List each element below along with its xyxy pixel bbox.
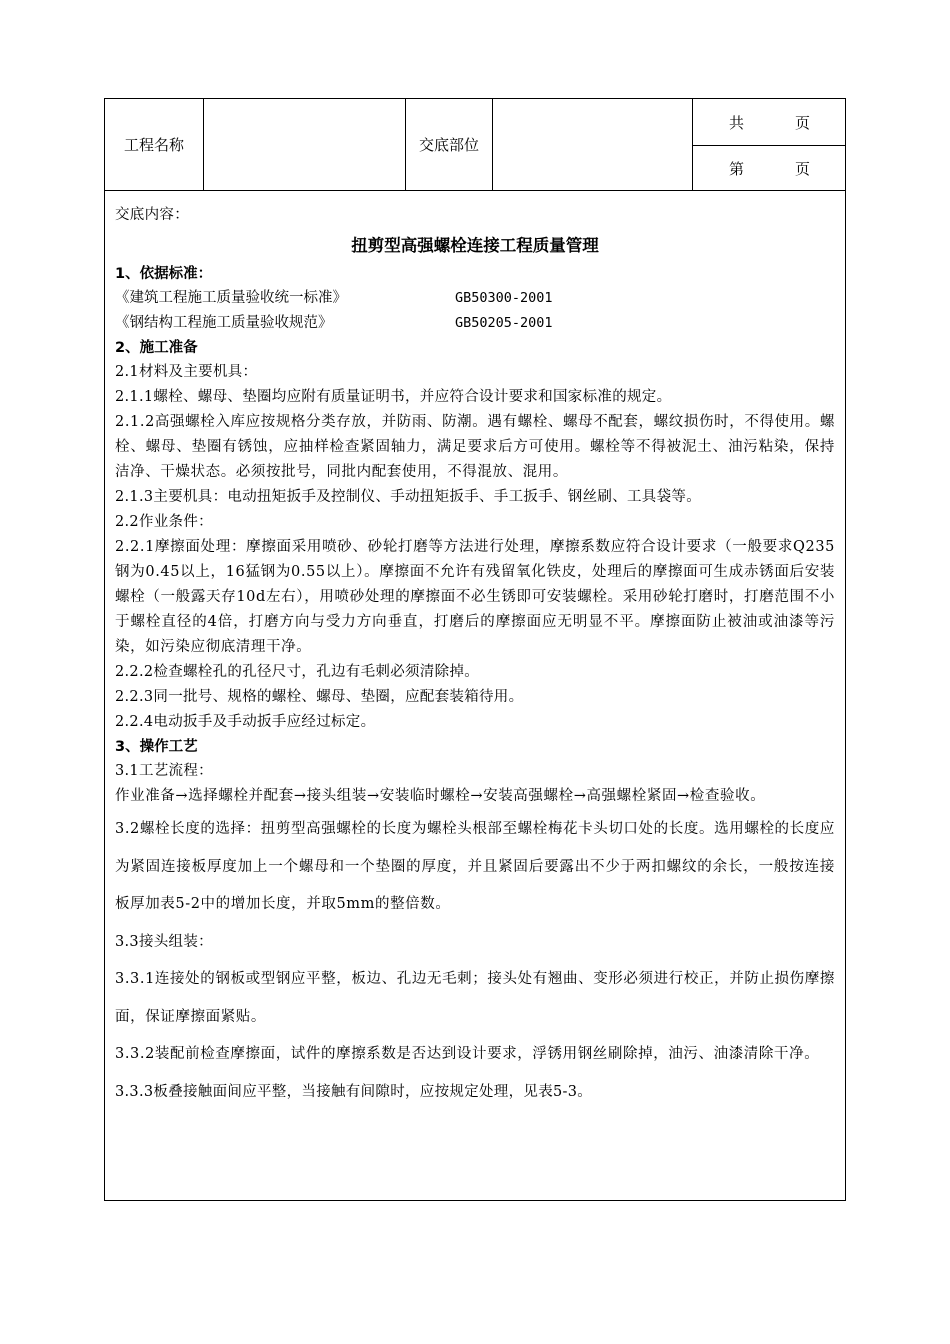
standard-name: 《钢结构工程施工质量验收规范》: [115, 315, 333, 331]
page-counter: [693, 99, 845, 190]
section-3-heading: 3、操作工艺: [115, 739, 198, 755]
location-field[interactable]: [493, 99, 693, 190]
para-2-1-1: 2.1.1螺栓、螺母、垫圈均应附有质量证明书，并应符合设计要求和国家标准的规定。: [115, 389, 672, 405]
para-2-2: 2.2作业条件：: [115, 514, 213, 530]
standard-row: [115, 286, 835, 311]
header-table: [105, 99, 845, 191]
project-name-label-text: 工程名称: [123, 136, 184, 154]
disclosure-sheet: [104, 98, 846, 1201]
section-2-heading: 2、施工准备: [115, 340, 198, 356]
para-2-2-2: 2.2.2检查螺栓孔的孔径尺寸，孔边有毛刺必须清除掉。: [115, 664, 479, 680]
para-3-3-1: 3.3.1连接处的钢板或型钢应平整，板边、孔边无毛刺；接头处有翘曲、变形必须进行校正，并防止损伤摩擦面，保证摩擦面紧贴。: [115, 971, 835, 1025]
total-unit: 页: [795, 113, 811, 132]
standard-code: GB50205-2001: [455, 315, 553, 331]
para-3-3-3: 3.3.3板叠接触面间应平整，当接触有间隙时，应按规定处理，见表5-3。: [115, 1083, 593, 1100]
para-3-2: 3.2螺栓长度的选择：扭剪型高强螺栓的长度为螺栓头根部至螺栓梅花卡头切口处的长度。选用螺栓的长度应为紧固连接板厚度加上一个螺母和一个垫圈的厚度，并且紧固后要露出不少于两扣螺纹的余长，一般按连接板厚加表5-2中的增加长度，并取5mm的整倍数。: [115, 821, 835, 912]
total-label: 共: [729, 113, 745, 132]
para-2-2-1: 2.2.1摩擦面处理：摩擦面采用喷砂、砂轮打磨等方法进行处理，摩擦系数应符合设计要求（一般要求Q235钢为0.45以上，16猛钢为0.55以上）。摩擦面不允许有残留氧化铁皮，处理后的摩擦面可生成赤锈面后安装螺栓（一般露天存10d左右），用喷砂处理的摩擦面不必生锈即可安装螺栓。采用砂轮打磨时，打磨范围不小于螺栓直径的4倍，打磨方向与受力方向垂直，打磨后的摩擦面应无明显不平。摩擦面防止被油或油漆等污染，如污染应彻底清理干净。: [115, 539, 835, 655]
para-3-3: 3.3接头组装：: [115, 933, 213, 950]
location-label-text: 交底部位: [418, 136, 479, 154]
project-name-label: [105, 99, 204, 190]
current-label: 第: [729, 159, 745, 178]
current-page-row: [693, 145, 845, 191]
disclosure-content: [105, 191, 845, 1111]
para-2-1-2: 2.1.2高强螺栓入库应按规格分类存放，并防雨、防潮。遇有螺栓、螺母不配套，螺纹损伤时，不得使用。螺栓、螺母、垫圈有锈蚀，应抽样检查紧固轴力，满足要求后方可使用。螺栓等不得被泥土、油污粘染，保持洁净、干燥状态。必须按批号，同批内配套使用，不得混放、混用。: [115, 414, 835, 480]
section-1-heading: 1、依据标准：: [115, 266, 213, 282]
document-title: 扭剪型高强螺栓连接工程质量管理: [351, 236, 599, 255]
para-2-2-4: 2.2.4电动扳手及手动扳手应经过标定。: [115, 714, 376, 730]
project-name-field[interactable]: [204, 99, 406, 190]
current-unit: 页: [795, 159, 811, 178]
location-label: [406, 99, 493, 190]
process-flow: 作业准备→选择螺栓并配套→接头组装→安装临时螺栓→安装高强螺栓→高强螺栓紧固→检查验收。: [115, 788, 766, 804]
para-3-1: 3.1工艺流程：: [115, 763, 213, 779]
total-pages-row: [693, 99, 845, 146]
para-3-3-2: 3.3.2装配前检查摩擦面，试件的摩擦系数是否达到设计要求，浮锈用钢丝刷除掉，油污、油漆清除干净。: [115, 1046, 820, 1062]
standard-row: [115, 311, 835, 336]
para-2-1-3: 2.1.3主要机具：电动扭矩扳手及控制仪、手动扭矩扳手、手工扳手、钢丝刷、工具袋等。: [115, 489, 701, 505]
para-2-1: 2.1材料及主要机具：: [115, 364, 258, 380]
content-intro: 交底内容：: [115, 207, 189, 223]
standard-name: 《建筑工程施工质量验收统一标准》: [115, 290, 347, 306]
standard-code: GB50300-2001: [455, 290, 553, 306]
para-2-2-3: 2.2.3同一批号、规格的螺栓、螺母、垫圈，应配套装箱待用。: [115, 689, 524, 705]
